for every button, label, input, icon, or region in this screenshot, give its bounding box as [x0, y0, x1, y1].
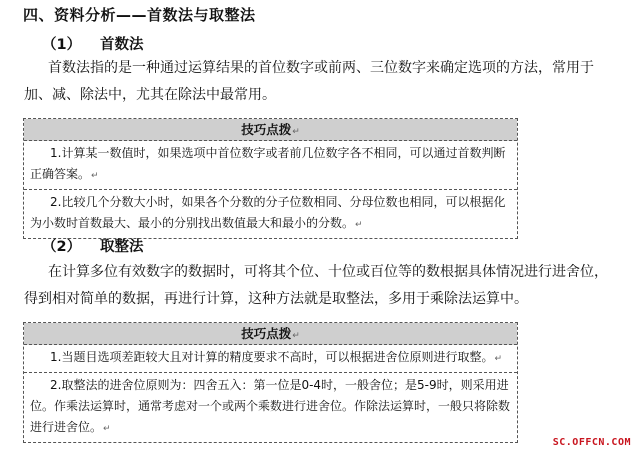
- tip-box-1-item-2-text: 2.比较几个分数大小时，如果各个分数的分子位数相同、分母位数也相同，可以根据化为小数时首数最大、最小的分别找出数值最大和最小的分数。: [30, 195, 506, 230]
- subheading-2: [42, 235, 144, 256]
- tip-box-2-item-1: [24, 345, 517, 372]
- subheading-1: [42, 33, 144, 54]
- tip-box-1-header-text: 技巧点拨: [241, 122, 292, 137]
- tip-box-2-item-1-text: 1.当题目选项差距较大且对计算的精度要求不高时，可以根据进舍位原则进行取整。: [50, 350, 494, 364]
- tip-box-1-header: [24, 119, 517, 141]
- paragraph-mark-icon: ↵: [292, 127, 300, 137]
- paragraph-mark-icon: ↵: [91, 171, 99, 181]
- tip-box-2-item-2: [24, 372, 517, 442]
- subheading-1-title: 首数法: [100, 37, 144, 53]
- tip-box-2-item-2-text: 2.取整法的进舍位原则为：四舍五入：第一位是0-4时，一般舍位；是5-9时，则采用进位。作乘法运算时，通常考虑对一个或两个乘数进行进舍位。作除法运算时，一般只将除数进行进舍位。: [30, 378, 511, 434]
- paragraph-2: 在计算多位有效数字的数据时，可将其个位、十位或百位等的数根据具体情况进行进舍位，得到相对简单的数据，再进行计算，这种方法就是取整法，多用于乘除法运算中。: [24, 264, 608, 307]
- tip-box-2: [23, 322, 518, 443]
- section-title: 四、资料分析——首数法与取整法: [23, 6, 256, 24]
- tip-box-2-header-text: 技巧点拨: [241, 326, 292, 341]
- paragraph-mark-icon: ↵: [103, 424, 111, 434]
- tip-box-1-item-1-text: 1.计算某一数值时，如果选项中首位数字或者前几位数字各不相同，可以通过首数判断正确答案。: [30, 146, 506, 181]
- subheading-2-number: （2）: [42, 239, 82, 255]
- tip-box-2-header: [24, 323, 517, 345]
- tip-box-1-item-2: [24, 189, 517, 238]
- tip-box-1-item-1: [24, 141, 517, 189]
- subheading-2-title: 取整法: [100, 239, 144, 255]
- paragraph-mark-icon: ↵: [292, 331, 300, 341]
- paragraph-1: 首数法指的是一种通过运算结果的首位数字或前两、三位数字来确定选项的方法，常用于加、减、除法中，尤其在除法中最常用。: [24, 60, 594, 103]
- tip-box-1: [23, 118, 518, 239]
- subheading-1-number: （1）: [42, 37, 82, 53]
- paragraph-mark-icon: ↵: [355, 220, 363, 230]
- site-watermark: SC.OFFCN.COM: [552, 437, 631, 448]
- paragraph-mark-icon: ↵: [494, 354, 502, 364]
